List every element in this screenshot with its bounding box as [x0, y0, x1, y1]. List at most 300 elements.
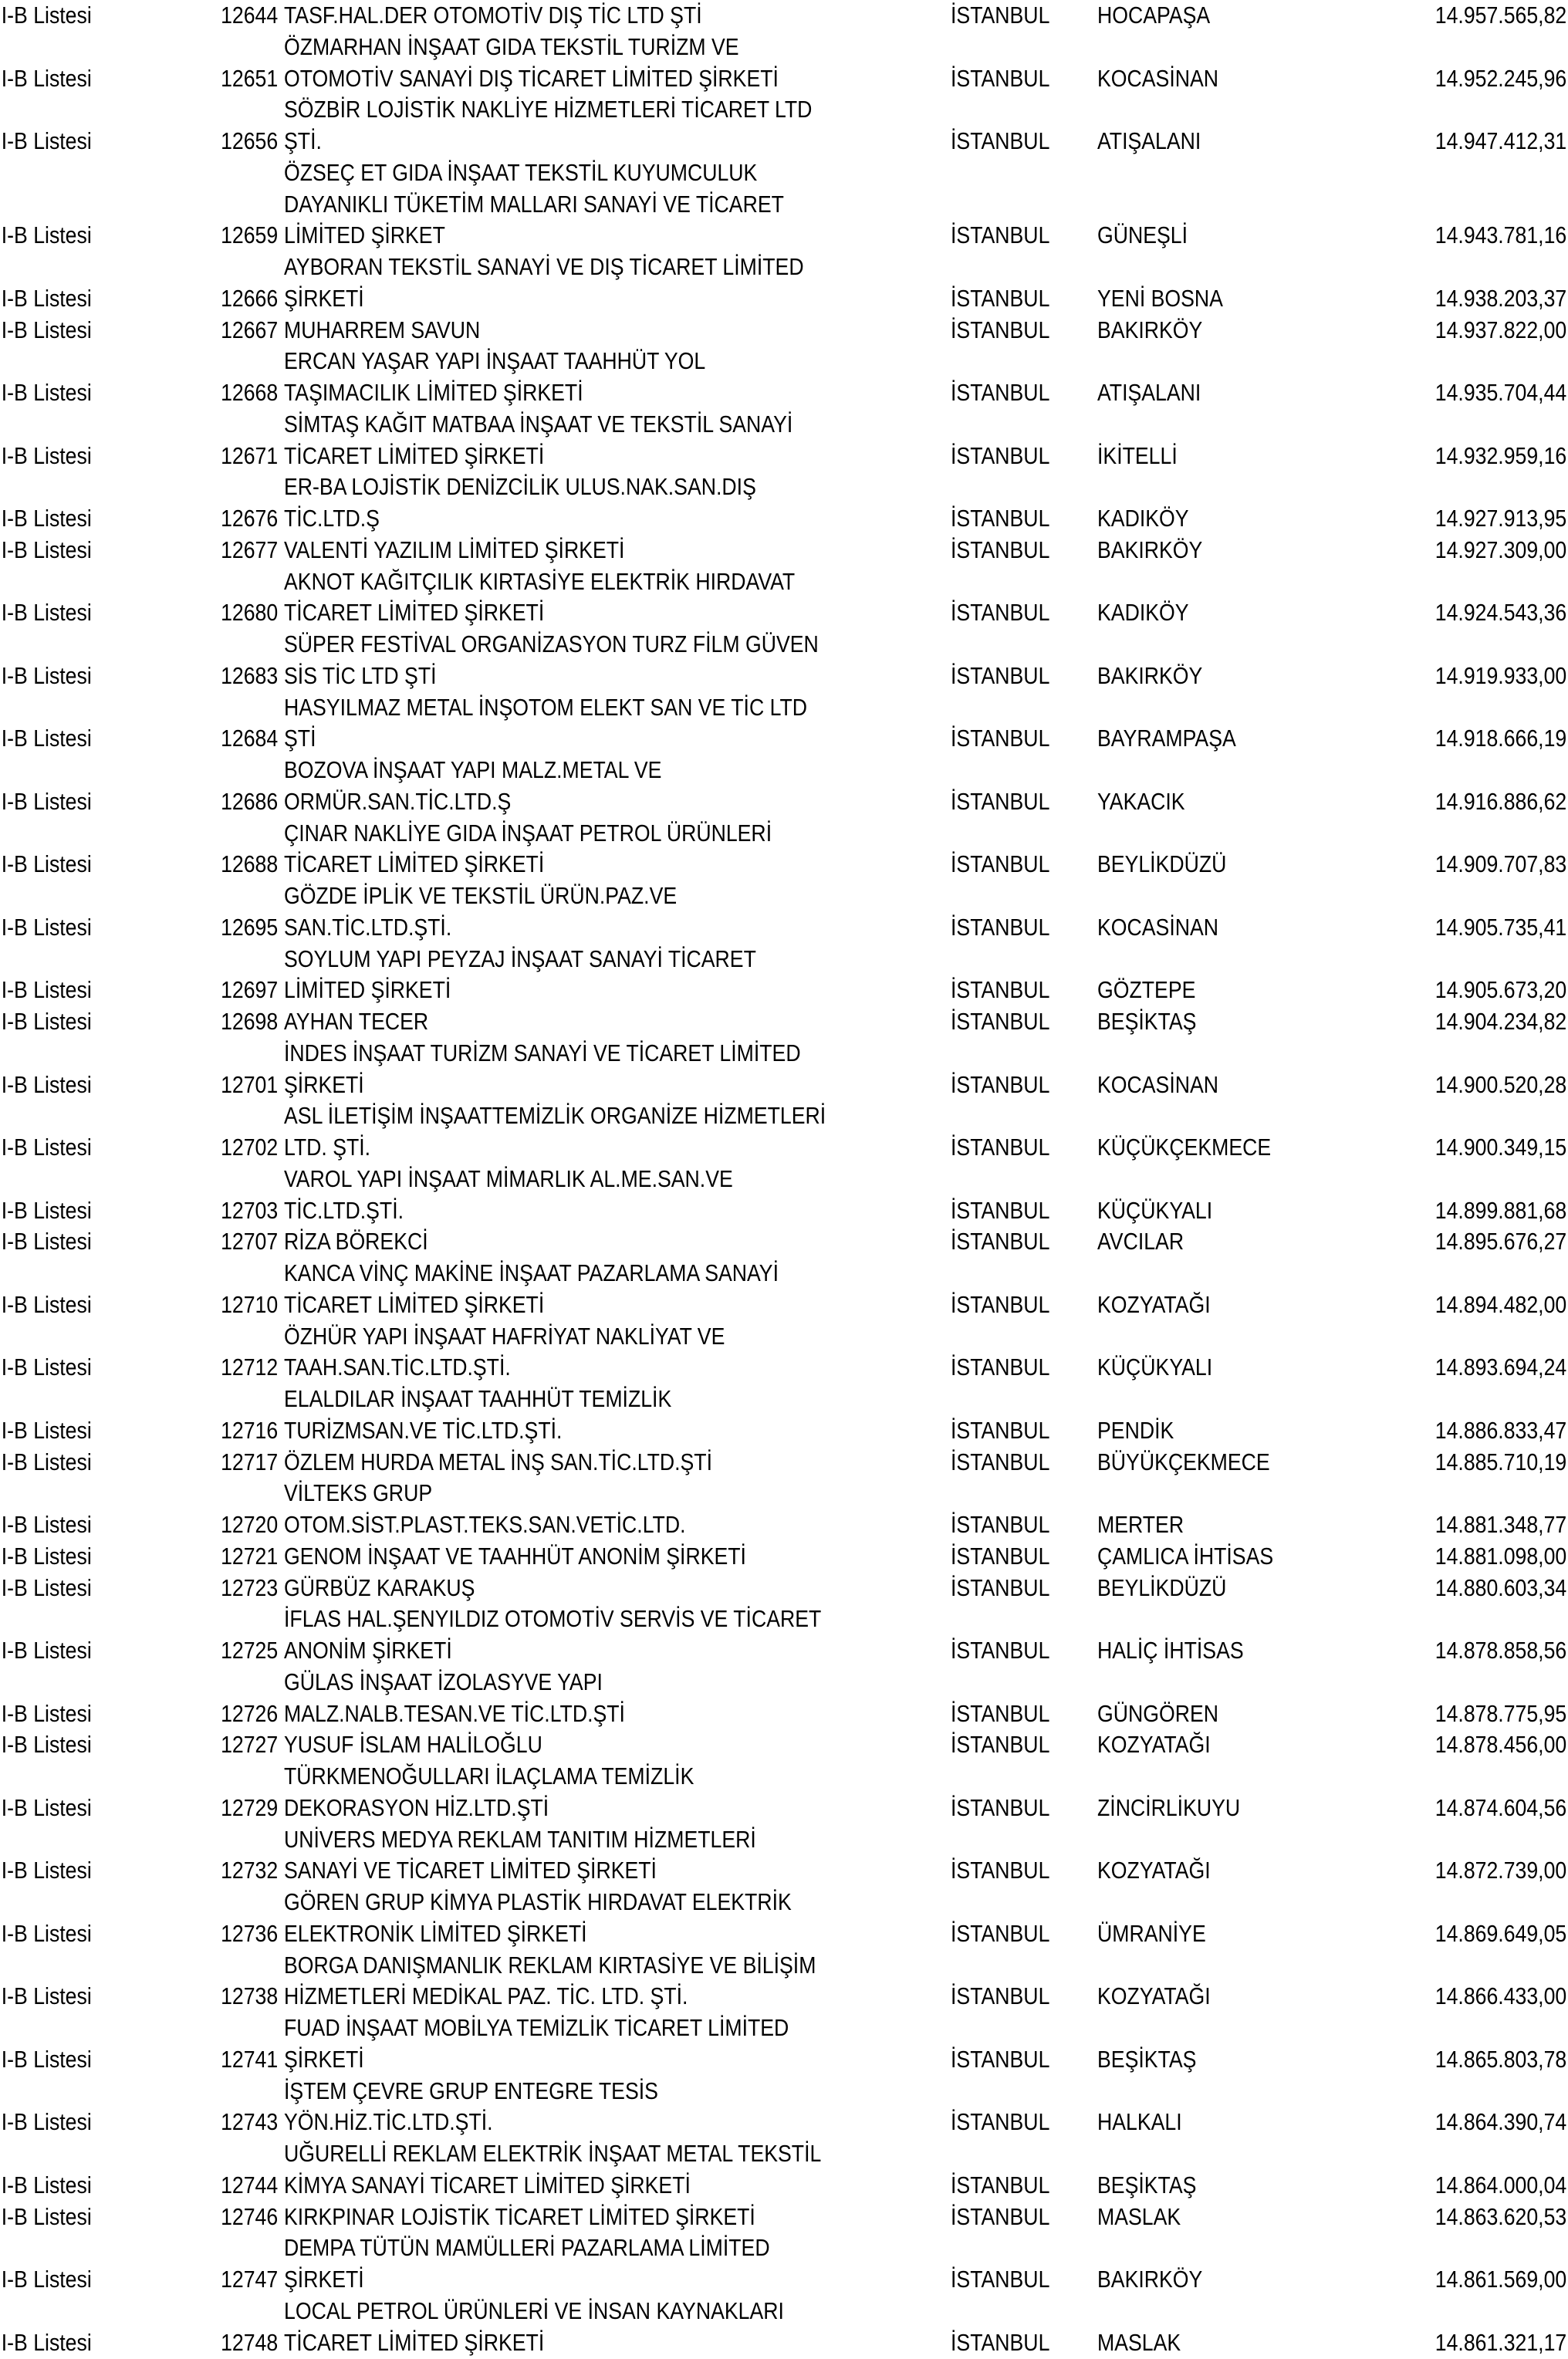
table-row	[0, 1038, 1568, 1101]
list-type-cell: I-B Listesi	[1, 1982, 92, 2010]
record-number-cell: 12701	[220, 1070, 278, 1098]
table-row	[0, 1321, 1568, 1384]
company-name-line: TİC.LTD.ŞTİ.	[284, 1196, 404, 1224]
record-number-cell: 12703	[220, 1196, 278, 1224]
company-name-cell	[278, 1258, 949, 1321]
record-number-cell: 12743	[220, 2108, 278, 2136]
company-name-cell	[278, 1447, 949, 1479]
table-row	[0, 1761, 1568, 1824]
table-row	[0, 346, 1568, 409]
amount-cell: 14.952.245,96	[1435, 64, 1566, 92]
company-name-cell	[278, 566, 949, 630]
company-name-line: DAYANIKLI TÜKETİM MALLARI SANAYİ VE TİCARET	[284, 190, 784, 218]
company-name-line: İNDES İNŞAAT TURİZM SANAYİ VE TİCARET LİMİTED	[284, 1039, 801, 1066]
city-cell: İSTANBUL	[951, 316, 1050, 343]
list-type-cell: I-B Listesi	[1, 1354, 92, 1381]
amount-cell: 14.861.569,00	[1435, 2266, 1566, 2293]
district-cell: BÜYÜKÇEKMECE	[1097, 1448, 1270, 1475]
table-row	[0, 1824, 1568, 1888]
company-name-line: OTOM.SİST.PLAST.TEKS.SAN.VETİC.LTD.	[284, 1511, 686, 1538]
amount-cell: 14.919.933,00	[1435, 661, 1566, 689]
city-cell: İSTANBUL	[951, 1290, 1050, 1318]
city-cell: İSTANBUL	[951, 976, 1050, 1004]
table-row	[0, 1573, 1568, 1604]
company-name-line: YUSUF İSLAM HALİLOĞLU	[284, 1731, 542, 1759]
company-name-cell	[278, 2296, 949, 2359]
company-name-cell	[278, 1321, 949, 1384]
company-name-line: AKNOT KAĞITÇILIK KIRTASİYE ELEKTRİK HIRDAVAT	[284, 567, 796, 595]
company-name-line: UĞURELLİ REKLAM ELEKTRİK İNŞAAT METAL TEKSTİL	[284, 2140, 822, 2167]
table-row	[0, 535, 1568, 566]
company-name-line: GÖREN GRUP KİMYA PLASTİK HIRDAVAT ELEKTRİK	[284, 1888, 792, 1915]
record-number-cell: 12721	[220, 1542, 278, 1570]
table-row	[0, 818, 1568, 881]
table-row	[0, 2202, 1568, 2233]
company-name-cell	[278, 692, 949, 755]
record-number-cell: 12644	[220, 2, 278, 29]
city-cell: İSTANBUL	[951, 1857, 1050, 1884]
list-type-cell: I-B Listesi	[1, 505, 92, 532]
company-name-line: ŞTİ.	[284, 127, 322, 154]
record-number-cell: 12726	[220, 1699, 278, 1727]
city-cell: İSTANBUL	[951, 850, 1050, 878]
list-type-cell: I-B Listesi	[1, 2108, 92, 2136]
district-cell: BAKIRKÖY	[1097, 2266, 1203, 2293]
table-row	[0, 1541, 1568, 1573]
list-type-cell: I-B Listesi	[1, 1731, 92, 1759]
company-name-line: SİMTAŞ KAĞIT MATBAA İNŞAAT VE TEKSTİL SANAYİ	[284, 410, 793, 438]
amount-cell: 14.872.739,00	[1435, 1857, 1566, 1884]
record-number-cell: 12659	[220, 221, 278, 249]
amount-cell: 14.900.520,28	[1435, 1070, 1566, 1098]
amount-cell: 14.895.676,27	[1435, 1228, 1566, 1256]
record-number-cell: 12741	[220, 2045, 278, 2073]
list-type-cell: I-B Listesi	[1, 2202, 92, 2230]
city-cell: İSTANBUL	[951, 1354, 1050, 1381]
record-number-cell: 12702	[220, 1134, 278, 1161]
company-name-line: HASYILMAZ METAL İNŞOTOM ELEKT SAN VE TİC LTD	[284, 693, 808, 721]
company-name-line: ANONİM ŞİRKETİ	[284, 1637, 452, 1664]
list-type-cell: I-B Listesi	[1, 725, 92, 752]
company-name-cell	[278, 755, 949, 818]
amount-cell: 14.878.775,95	[1435, 1699, 1566, 1727]
company-name-cell	[278, 0, 949, 32]
company-name-line: TİCARET LİMİTED ŞİRKETİ	[284, 2328, 545, 2356]
city-cell: İSTANBUL	[951, 1731, 1050, 1759]
record-number-cell: 12671	[220, 441, 278, 469]
list-type-cell: I-B Listesi	[1, 1448, 92, 1475]
city-cell: İSTANBUL	[951, 2171, 1050, 2198]
record-number-cell: 12712	[220, 1354, 278, 1381]
company-name-cell	[278, 1478, 949, 1541]
amount-cell: 14.864.000,04	[1435, 2171, 1566, 2198]
district-cell: ATIŞALANI	[1097, 379, 1201, 406]
company-name-line: İFLAS HAL.ŞENYILDIZ OTOMOTİV SERVİS VE TİCARET	[284, 1605, 822, 1633]
city-cell: İSTANBUL	[951, 127, 1050, 154]
district-cell: GÖZTEPE	[1097, 976, 1196, 1004]
city-cell: İSTANBUL	[951, 1919, 1050, 1947]
company-name-cell	[278, 1226, 949, 1258]
district-cell: GÜNGÖREN	[1097, 1699, 1219, 1727]
list-type-cell: I-B Listesi	[1, 1070, 92, 1098]
company-name-line: LTD. ŞTİ.	[284, 1134, 371, 1161]
table-row	[0, 944, 1568, 1007]
list-type-cell: I-B Listesi	[1, 1290, 92, 1318]
amount-cell: 14.874.604,56	[1435, 1793, 1566, 1821]
amount-cell: 14.943.781,16	[1435, 221, 1566, 249]
list-type-cell: I-B Listesi	[1, 1857, 92, 1884]
amount-cell: 14.900.349,15	[1435, 1134, 1566, 1161]
amount-cell: 14.878.456,00	[1435, 1731, 1566, 1759]
list-type-cell: I-B Listesi	[1, 976, 92, 1004]
list-type-cell: I-B Listesi	[1, 2328, 92, 2356]
list-type-cell: I-B Listesi	[1, 1416, 92, 1444]
company-name-line: ÖZLEM HURDA METAL İNŞ SAN.TİC.LTD.ŞTİ	[284, 1448, 712, 1475]
company-name-line: TASF.HAL.DER OTOMOTİV DIŞ TİC LTD ŞTİ	[284, 2, 702, 29]
amount-cell: 14.880.603,34	[1435, 1573, 1566, 1601]
amount-cell: 14.947.412,31	[1435, 127, 1566, 154]
record-number-cell: 12651	[220, 64, 278, 92]
district-cell: PENDİK	[1097, 1416, 1174, 1444]
table-row	[0, 2232, 1568, 2296]
table-row	[0, 409, 1568, 472]
amount-cell: 14.918.666,19	[1435, 725, 1566, 752]
company-name-cell	[278, 535, 949, 566]
company-name-cell	[278, 2138, 949, 2202]
table-row	[0, 1887, 1568, 1950]
city-cell: İSTANBUL	[951, 1542, 1050, 1570]
city-cell: İSTANBUL	[951, 2045, 1050, 2073]
district-cell: HOCAPAŞA	[1097, 2, 1211, 29]
district-cell: KÜÇÜKÇEKMECE	[1097, 1134, 1272, 1161]
amount-cell: 14.905.673,20	[1435, 976, 1566, 1004]
city-cell: İSTANBUL	[951, 379, 1050, 406]
district-cell: MERTER	[1097, 1511, 1184, 1538]
district-cell: KADIKÖY	[1097, 505, 1189, 532]
district-cell: ZİNCİRLİKUYU	[1097, 1793, 1241, 1821]
company-name-line: DEMPA TÜTÜN MAMÜLLERİ PAZARLAMA LİMİTED	[284, 2234, 770, 2262]
city-cell: İSTANBUL	[951, 1196, 1050, 1224]
city-cell: İSTANBUL	[951, 1699, 1050, 1727]
record-number-cell: 12667	[220, 316, 278, 343]
district-cell: BAKIRKÖY	[1097, 316, 1203, 343]
city-cell: İSTANBUL	[951, 221, 1050, 249]
city-cell: İSTANBUL	[951, 1416, 1050, 1444]
table-row	[0, 94, 1568, 157]
table-row	[0, 1667, 1568, 1730]
table-row	[0, 2013, 1568, 2076]
table-row	[0, 2296, 1568, 2359]
list-type-cell: I-B Listesi	[1, 221, 92, 249]
list-type-cell: I-B Listesi	[1, 127, 92, 154]
company-name-cell	[278, 252, 949, 315]
company-name-line: AYHAN TECER	[284, 1008, 429, 1035]
amount-cell: 14.886.833,47	[1435, 1416, 1566, 1444]
amount-cell: 14.861.321,17	[1435, 2328, 1566, 2356]
city-cell: İSTANBUL	[951, 536, 1050, 563]
table-row	[0, 0, 1568, 32]
company-name-line: SAN.TİC.LTD.ŞTİ.	[284, 913, 452, 941]
company-name-line: BORGA DANIŞMANLIK REKLAM KIRTASİYE VE BİLİŞİM	[284, 1951, 816, 1979]
company-name-cell	[278, 880, 949, 944]
company-name-line: MUHARREM SAVUN	[284, 316, 481, 343]
list-type-cell: I-B Listesi	[1, 1542, 92, 1570]
record-number-cell: 12748	[220, 2328, 278, 2356]
amount-cell: 14.916.886,62	[1435, 787, 1566, 815]
record-number-cell: 12680	[220, 599, 278, 627]
list-type-cell: I-B Listesi	[1, 1699, 92, 1727]
record-number-cell: 12736	[220, 1919, 278, 1947]
city-cell: İSTANBUL	[951, 1448, 1050, 1475]
district-cell: KOCASİNAN	[1097, 64, 1219, 92]
company-name-line: ŞİRKETİ	[284, 2266, 364, 2293]
company-name-line: ŞİRKETİ	[284, 284, 364, 312]
list-type-cell: I-B Listesi	[1, 913, 92, 941]
list-type-cell: I-B Listesi	[1, 1134, 92, 1161]
record-number-cell: 12729	[220, 1793, 278, 1821]
company-name-line: ERCAN YAŞAR YAPI İNŞAAT TAAHHÜT YOL	[284, 347, 706, 375]
amount-cell: 14.863.620,53	[1435, 2202, 1566, 2230]
company-name-line: VAROL YAPI İNŞAAT MİMARLIK AL.ME.SAN.VE	[284, 1164, 733, 1192]
company-name-line: ORMÜR.SAN.TİC.LTD.Ş	[284, 787, 512, 815]
district-cell: BAKIRKÖY	[1097, 536, 1203, 563]
company-name-line: TURİZMSAN.VE TİC.LTD.ŞTİ.	[284, 1416, 563, 1444]
company-name-cell	[278, 1950, 949, 2013]
company-name-cell	[278, 2013, 949, 2076]
district-cell: BEYLİKDÜZÜ	[1097, 850, 1227, 878]
district-cell: MASLAK	[1097, 2328, 1181, 2356]
record-number-cell: 12746	[220, 2202, 278, 2230]
table-row	[0, 755, 1568, 818]
record-number-cell: 12697	[220, 976, 278, 1004]
company-name-cell	[278, 944, 949, 1007]
company-name-cell	[278, 1604, 949, 1667]
company-name-cell	[278, 629, 949, 692]
table-row	[0, 315, 1568, 346]
district-cell: ÇAMLICA İHTİSAS	[1097, 1542, 1274, 1570]
company-name-line: LİMİTED ŞİRKETİ	[284, 976, 451, 1004]
city-cell: İSTANBUL	[951, 913, 1050, 941]
company-name-line: ER-BA LOJİSTİK DENİZCİLİK ULUS.NAK.SAN.DIŞ	[284, 473, 756, 501]
company-name-line: SANAYİ VE TİCARET LİMİTED ŞİRKETİ	[284, 1857, 657, 1884]
record-number-cell: 12676	[220, 505, 278, 532]
company-name-line: BOZOVA İNŞAAT YAPI MALZ.METAL VE	[284, 756, 662, 783]
amount-cell: 14.894.482,00	[1435, 1290, 1566, 1318]
record-number-cell: 12720	[220, 1511, 278, 1538]
company-name-cell	[278, 346, 949, 409]
district-cell: ATIŞALANI	[1097, 127, 1201, 154]
company-name-cell	[278, 471, 949, 535]
company-name-line: ASL İLETİŞİM İNŞAATTEMİZLİK ORGANİZE HİZMETLERİ	[284, 1102, 826, 1130]
company-name-line: KİMYA SANAYİ TİCARET LİMİTED ŞİRKETİ	[284, 2171, 691, 2198]
amount-cell: 14.899.881,68	[1435, 1196, 1566, 1224]
district-cell: GÜNEŞLİ	[1097, 221, 1188, 249]
table-row	[0, 2138, 1568, 2202]
list-type-cell: I-B Listesi	[1, 2, 92, 29]
amount-cell: 14.904.234,82	[1435, 1008, 1566, 1035]
company-name-line: TİCARET LİMİTED ŞİRKETİ	[284, 1290, 545, 1318]
company-name-line: UNİVERS MEDYA REKLAM TANITIM HİZMETLERİ	[284, 1825, 756, 1853]
record-number-cell: 12707	[220, 1228, 278, 1256]
list-type-cell: I-B Listesi	[1, 536, 92, 563]
company-name-line: TİCARET LİMİTED ŞİRKETİ	[284, 441, 545, 469]
district-cell: AVCILAR	[1097, 1228, 1184, 1256]
company-name-line: GENOM İNŞAAT VE TAAHHÜT ANONİM ŞİRKETİ	[284, 1542, 746, 1570]
company-name-line: SÖZBİR LOJİSTİK NAKLİYE HİZMETLERİ TİCARET LTD	[284, 96, 813, 123]
amount-cell: 14.881.098,00	[1435, 1542, 1566, 1570]
amount-cell: 14.927.913,95	[1435, 505, 1566, 532]
table-row	[0, 1100, 1568, 1164]
record-number-cell: 12723	[220, 1573, 278, 1601]
city-cell: İSTANBUL	[951, 1637, 1050, 1664]
city-cell: İSTANBUL	[951, 1070, 1050, 1098]
district-cell: KOZYATAĞI	[1097, 1731, 1211, 1759]
table-row	[0, 1164, 1568, 1227]
city-cell: İSTANBUL	[951, 505, 1050, 532]
company-name-cell	[278, 1541, 949, 1573]
district-cell: HALKALI	[1097, 2108, 1182, 2136]
list-type-cell: I-B Listesi	[1, 379, 92, 406]
table-row	[0, 1384, 1568, 1447]
district-cell: BEŞİKTAŞ	[1097, 2045, 1197, 2073]
city-cell: İSTANBUL	[951, 2266, 1050, 2293]
district-cell: BEYLİKDÜZÜ	[1097, 1573, 1227, 1601]
table-row	[0, 1447, 1568, 1479]
district-cell: KOZYATAĞI	[1097, 1857, 1211, 1884]
company-name-line: TİC.LTD.Ş	[284, 505, 380, 532]
city-cell: İSTANBUL	[951, 661, 1050, 689]
record-number-cell: 12695	[220, 913, 278, 941]
record-number-cell: 12677	[220, 536, 278, 563]
record-number-cell: 12710	[220, 1290, 278, 1318]
amount-cell: 14.905.735,41	[1435, 913, 1566, 941]
table-row	[0, 2076, 1568, 2139]
company-name-cell	[278, 32, 949, 95]
record-number-cell: 12747	[220, 2266, 278, 2293]
company-name-line: HİZMETLERİ MEDİKAL PAZ. TİC. LTD. ŞTİ.	[284, 1982, 688, 2010]
record-number-cell: 12686	[220, 787, 278, 815]
amount-cell: 14.937.822,00	[1435, 316, 1566, 343]
amount-cell: 14.932.959,16	[1435, 441, 1566, 469]
list-type-cell: I-B Listesi	[1, 316, 92, 343]
city-cell: İSTANBUL	[951, 2, 1050, 29]
amount-cell: 14.869.649,05	[1435, 1919, 1566, 1947]
company-name-line: GÜLAS İNŞAAT İZOLASYVE YAPI	[284, 1668, 603, 1695]
district-cell: KOZYATAĞI	[1097, 1290, 1211, 1318]
district-cell: ÜMRANİYE	[1097, 1919, 1206, 1947]
table-row	[0, 1226, 1568, 1258]
company-name-line: VİLTEKS GRUP	[284, 1479, 433, 1507]
table-row	[0, 629, 1568, 692]
company-name-cell	[278, 1824, 949, 1888]
company-name-line: DEKORASYON HİZ.LTD.ŞTİ	[284, 1793, 549, 1821]
city-cell: İSTANBUL	[951, 1228, 1050, 1256]
company-name-cell	[278, 1729, 949, 1761]
table-row	[0, 471, 1568, 535]
city-cell: İSTANBUL	[951, 787, 1050, 815]
amount-cell: 14.938.203,37	[1435, 284, 1566, 312]
amount-cell: 14.893.694,24	[1435, 1354, 1566, 1381]
company-name-line: TİCARET LİMİTED ŞİRKETİ	[284, 850, 545, 878]
city-cell: İSTANBUL	[951, 1793, 1050, 1821]
company-name-line: SİS TİC LTD ŞTİ	[284, 661, 437, 689]
company-name-line: TAŞIMACILIK LİMİTED ŞİRKETİ	[284, 379, 583, 406]
table-row	[0, 880, 1568, 944]
district-cell: KADIKÖY	[1097, 599, 1189, 627]
amount-cell: 14.957.565,82	[1435, 2, 1566, 29]
amount-cell: 14.878.858,56	[1435, 1637, 1566, 1664]
company-name-cell	[278, 2232, 949, 2296]
table-row	[0, 32, 1568, 95]
table-row	[0, 1006, 1568, 1038]
company-name-line: ELEKTRONİK LİMİTED ŞİRKETİ	[284, 1919, 587, 1947]
district-cell: KOCASİNAN	[1097, 913, 1219, 941]
table-row	[0, 157, 1568, 252]
district-cell: KÜÇÜKYALI	[1097, 1196, 1213, 1224]
company-name-line: MALZ.NALB.TESAN.VE TİC.LTD.ŞTİ	[284, 1699, 625, 1727]
table-row	[0, 1478, 1568, 1541]
table-row	[0, 692, 1568, 755]
company-name-cell	[278, 1887, 949, 1950]
district-cell: BAYRAMPAŞA	[1097, 725, 1236, 752]
city-cell: İSTANBUL	[951, 441, 1050, 469]
company-name-cell	[278, 157, 949, 252]
company-name-cell	[278, 1667, 949, 1730]
city-cell: İSTANBUL	[951, 64, 1050, 92]
district-cell: YENİ BOSNA	[1097, 284, 1223, 312]
city-cell: İSTANBUL	[951, 2328, 1050, 2356]
city-cell: İSTANBUL	[951, 1511, 1050, 1538]
list-type-cell: I-B Listesi	[1, 850, 92, 878]
district-cell: MASLAK	[1097, 2202, 1181, 2230]
record-number-cell: 12688	[220, 850, 278, 878]
company-name-line: GÜRBÜZ KARAKUŞ	[284, 1573, 475, 1601]
list-type-cell: I-B Listesi	[1, 1008, 92, 1035]
company-name-cell	[278, 1038, 949, 1101]
table-row	[0, 1950, 1568, 2013]
district-cell: KÜÇÜKYALI	[1097, 1354, 1213, 1381]
company-name-line: ŞİRKETİ	[284, 2045, 364, 2073]
company-name-cell	[278, 818, 949, 881]
record-number-cell: 12698	[220, 1008, 278, 1035]
company-name-line: KIRKPINAR LOJİSTİK TİCARET LİMİTED ŞİRKETİ	[284, 2202, 755, 2230]
record-number-cell: 12668	[220, 379, 278, 406]
city-cell: İSTANBUL	[951, 1573, 1050, 1601]
amount-cell: 14.924.543,36	[1435, 599, 1566, 627]
company-name-cell	[278, 1006, 949, 1038]
amount-cell: 14.935.704,44	[1435, 379, 1566, 406]
company-name-line: ÖZMARHAN İNŞAAT GIDA TEKSTİL TURİZM VE	[284, 32, 739, 60]
city-cell: İSTANBUL	[951, 284, 1050, 312]
company-name-line: OTOMOTİV SANAYİ DIŞ TİCARET LİMİTED ŞİRKETİ	[284, 64, 779, 92]
company-name-line: LİMİTED ŞİRKET	[284, 221, 445, 249]
amount-cell: 14.881.348,77	[1435, 1511, 1566, 1538]
record-number-cell: 12738	[220, 1982, 278, 2010]
district-cell: KOZYATAĞI	[1097, 1982, 1211, 2010]
list-type-cell: I-B Listesi	[1, 661, 92, 689]
record-number-cell: 12716	[220, 1416, 278, 1444]
table-row	[0, 1258, 1568, 1321]
list-type-cell: I-B Listesi	[1, 1573, 92, 1601]
list-type-cell: I-B Listesi	[1, 1919, 92, 1947]
record-number-cell: 12656	[220, 127, 278, 154]
record-number-cell: 12666	[220, 284, 278, 312]
list-type-cell: I-B Listesi	[1, 599, 92, 627]
company-name-cell	[278, 94, 949, 157]
table-row	[0, 566, 1568, 630]
district-cell: BEŞİKTAŞ	[1097, 1008, 1197, 1035]
company-name-line: YÖN.HİZ.TİC.LTD.ŞTİ.	[284, 2108, 493, 2136]
